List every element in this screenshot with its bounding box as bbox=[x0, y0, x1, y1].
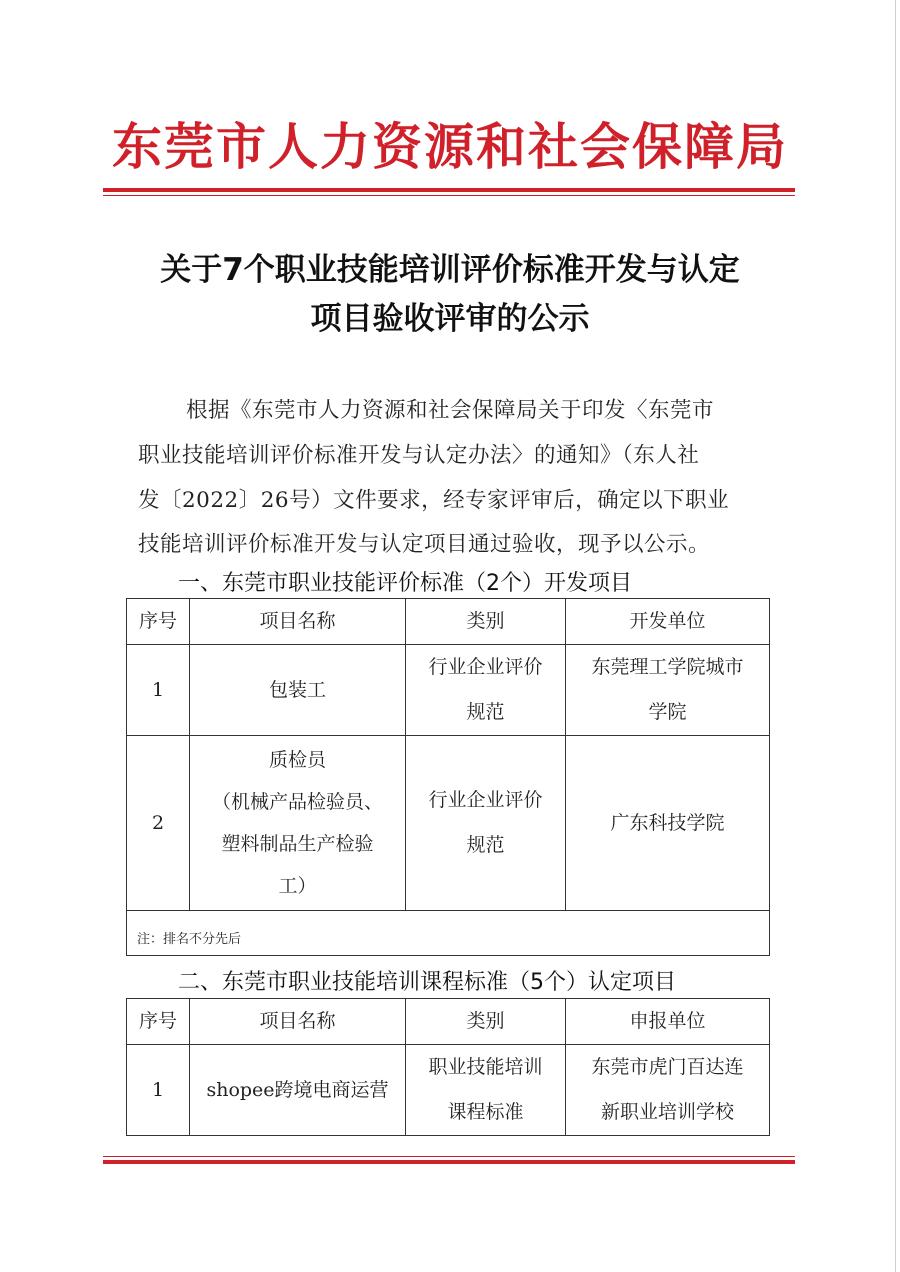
section2-table bbox=[126, 998, 770, 1136]
column-header: 序号 bbox=[127, 999, 190, 1045]
row-number: 1 bbox=[127, 645, 190, 736]
project-name: shopee跨境电商运营 bbox=[206, 1078, 389, 1101]
letterhead-rule-thin bbox=[103, 195, 795, 196]
footer-rule-thick bbox=[103, 1160, 795, 1164]
category-line: 职业技能培训 bbox=[428, 1056, 543, 1078]
body-line: 技能培训评价标准开发与认定项目通过验收，现予以公示。 bbox=[138, 532, 711, 557]
unit-cell bbox=[566, 645, 770, 736]
unit-line: 新职业培训学校 bbox=[600, 1101, 734, 1123]
section1-table bbox=[126, 598, 770, 956]
project-name-line: （机械产品检验员、 bbox=[211, 791, 383, 813]
doc-title-line1: 关于7个职业技能培训评价标准开发与认定 bbox=[160, 252, 740, 288]
table-row bbox=[127, 736, 770, 911]
project-name-line: 塑料制品生产检验 bbox=[221, 833, 374, 855]
table-header-row bbox=[127, 599, 770, 645]
category-line: 行业企业评价 bbox=[428, 789, 543, 811]
category-line: 规范 bbox=[466, 834, 505, 856]
project-name-line: 质检员 bbox=[268, 749, 326, 771]
column-header: 类别 bbox=[406, 999, 566, 1045]
project-name-line: 工） bbox=[278, 875, 317, 897]
body-line: 职业技能培训评价标准开发与认定办法〉的通知》（东人社 bbox=[138, 443, 700, 468]
unit-cell bbox=[566, 1045, 770, 1136]
category-cell bbox=[406, 736, 566, 911]
letterhead-rule-thick bbox=[103, 188, 795, 192]
section2-heading: 二、东莞市职业技能培训课程标准（5个）认定项目 bbox=[178, 970, 676, 995]
category-line: 规范 bbox=[466, 701, 505, 723]
body-line: 根据《东莞市人力资源和社会保障局关于印发〈东莞市 bbox=[186, 398, 715, 423]
table-note: 注：排名不分先后 bbox=[127, 911, 770, 956]
project-name-cell bbox=[190, 1045, 406, 1136]
unit-cell bbox=[566, 736, 770, 911]
category-line: 课程标准 bbox=[447, 1101, 524, 1123]
project-name: 包装工 bbox=[268, 678, 326, 701]
project-name-cell bbox=[190, 645, 406, 736]
unit-line: 广东科技学院 bbox=[610, 811, 725, 834]
unit-line: 学院 bbox=[648, 701, 687, 723]
table-row bbox=[127, 1045, 770, 1136]
table-row bbox=[127, 645, 770, 736]
project-name-cell bbox=[190, 736, 406, 911]
page-edge bbox=[895, 0, 896, 1272]
letterhead-title: 东莞市人力资源和社会保障局 bbox=[112, 117, 788, 176]
category-cell bbox=[406, 1045, 566, 1136]
body-line: 发〔2022〕26号）文件要求，经专家评审后，确定以下职业 bbox=[138, 488, 730, 513]
column-header: 序号 bbox=[127, 599, 190, 645]
table-note-row bbox=[127, 911, 770, 956]
row-number: 1 bbox=[127, 1045, 190, 1136]
unit-line: 东莞市虎门百达连 bbox=[591, 1056, 744, 1078]
category-line: 行业企业评价 bbox=[428, 656, 543, 678]
doc-title-line2: 项目验收评审的公示 bbox=[310, 301, 590, 337]
column-header: 开发单位 bbox=[566, 599, 770, 645]
section1-heading: 一、东莞市职业技能评价标准（2个）开发项目 bbox=[178, 571, 632, 596]
column-header: 项目名称 bbox=[190, 599, 406, 645]
column-header: 类别 bbox=[406, 599, 566, 645]
column-header: 申报单位 bbox=[566, 999, 770, 1045]
unit-line: 东莞理工学院城市 bbox=[591, 656, 744, 678]
table-header-row bbox=[127, 999, 770, 1045]
column-header: 项目名称 bbox=[190, 999, 406, 1045]
category-cell bbox=[406, 645, 566, 736]
footer-rule-thin bbox=[103, 1156, 795, 1157]
row-number: 2 bbox=[127, 736, 190, 911]
